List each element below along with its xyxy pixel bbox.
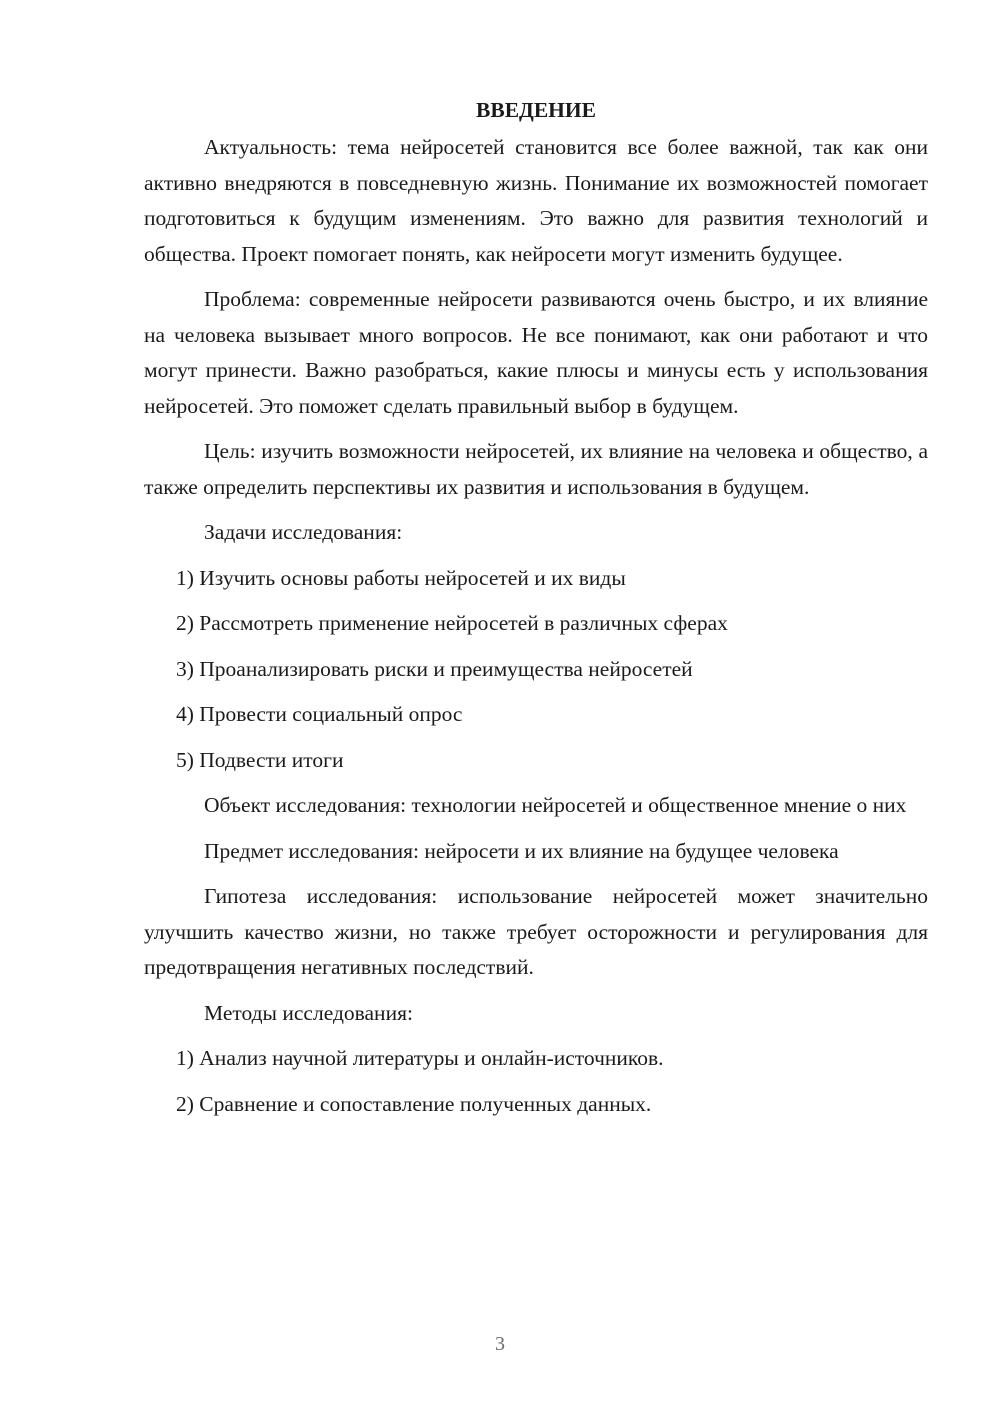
document-page [144, 93, 928, 1132]
problem-paragraph: Проблема: современные нейросети развиваются очень быстро, и их влияние на человека вызывает много вопросов. Не все понимают, как они работают и что могут принести. Важно разобраться, какие плюсы и минусы есть у использования нейросетей. Это поможет сделать правильный выбор в будущем. [144, 287, 928, 418]
goal-paragraph: Цель: изучить возможности нейросетей, их влияние на человека и общество, а также определить перспективы их развития и использования в будущем. [144, 439, 928, 499]
object-paragraph: Объект исследования: технологии нейросетей и общественное мнение о них [204, 793, 907, 817]
task-item: 4) Провести социальный опрос [176, 702, 463, 726]
methods-label: Методы исследования: [204, 1000, 413, 1025]
hypothesis-paragraph: Гипотеза исследования: использование нейросетей может значительно улучшить качество жизни, но также требует осторожности и регулирования для предотвращения негативных последствий. [144, 884, 928, 979]
relevance-paragraph: Актуальность: тема нейросетей становится все более важной, так как они активно внедряются в повседневную жизнь. Понимание их возможностей помогает подготовиться к будущим изменениям. Это важно для развития технологий и общества. Проект помогает понять, как нейросети могут изменить будущее. [144, 135, 928, 266]
task-item: 5) Подвести итоги [176, 747, 344, 772]
method-item: 2) Сравнение и сопоставление полученных данных. [176, 1091, 652, 1116]
section-title: ВВЕДЕНИЕ [476, 98, 596, 122]
task-item: 2) Рассмотреть применение нейросетей в различных сферах [176, 611, 728, 635]
method-item: 1) Анализ научной литературы и онлайн-источников. [176, 1046, 664, 1070]
page-number: 3 [495, 1333, 505, 1355]
task-item: 3) Проанализировать риски и преимущества нейросетей [176, 656, 693, 681]
task-item: 1) Изучить основы работы нейросетей и их виды [176, 565, 626, 590]
tasks-label: Задачи исследования: [204, 520, 403, 544]
subject-paragraph: Предмет исследования: нейросети и их влияние на будущее человека [204, 838, 839, 863]
